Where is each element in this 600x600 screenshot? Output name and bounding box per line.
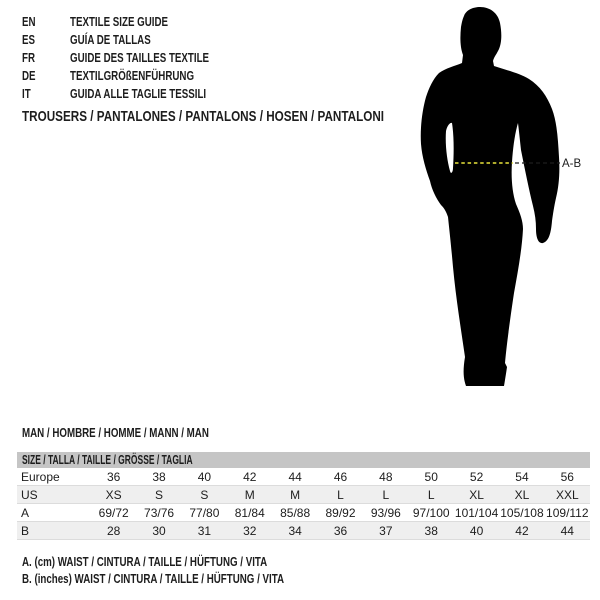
language-label: TEXTILGRÖßENFÜHRUNG [70,68,195,83]
size-cell: 89/92 [325,505,356,520]
row-label: A [21,505,30,520]
size-cell: 46 [333,469,348,484]
language-code: EN [22,14,36,29]
size-cell: 28 [107,523,121,538]
size-cell: 105/108 [500,505,544,520]
language-label: TEXTILE SIZE GUIDE [70,14,169,29]
size-cell: 50 [424,469,438,484]
size-cell: S [200,487,209,502]
table-row-a-cm [17,504,590,522]
measure-label: A-B [562,158,582,170]
size-cell: 69/72 [98,505,129,520]
size-cell: 97/100 [412,505,450,520]
size-cell: M [244,487,255,502]
size-cell: M [290,487,301,502]
figure-wrap [400,0,600,400]
size-table-header: SIZE / TALLA / TAILLE / GRÖSSE / TAGLIA [17,452,590,468]
size-cell: 81/84 [234,505,265,520]
language-row [22,15,201,28]
size-cell: 42 [243,469,257,484]
section-title-man: MAN / HOMBRE / HOMME / MANN / MAN [22,425,209,440]
size-cell: 109/112 [546,505,589,520]
footnote-b-inches: B. (inches) WAIST / CINTURA / TAILLE / HÜFTUNG / VITA [22,571,284,586]
size-cell: 54 [515,469,529,484]
size-cell: 37 [379,523,393,538]
size-cell: XL [514,487,530,502]
size-cell: XS [105,487,122,502]
size-table [17,452,590,540]
table-row-us [17,486,590,504]
man-silhouette [400,0,600,400]
row-label: B [21,523,30,538]
language-label: GUÍA DE TALLAS [70,32,151,47]
size-cell: 56 [560,469,574,484]
size-cell: 93/96 [370,505,401,520]
product-title: TROUSERS / PANTALONES / PANTALONS / HOSEN / PANTALONI [22,108,385,125]
size-cell: 38 [152,469,166,484]
size-cell: S [155,487,164,502]
size-cell: 40 [197,469,212,484]
size-cell: 77/80 [189,505,220,520]
language-row [22,33,178,46]
size-cell: 42 [515,523,529,538]
footnote-a-cm: A. (cm) WAIST / CINTURA / TAILLE / HÜFTUNG / VITA [22,554,268,569]
size-cell: 48 [379,469,393,484]
language-code: FR [22,50,36,65]
size-cell: 40 [469,523,484,538]
language-code: IT [22,86,31,101]
size-cell: 34 [288,523,302,538]
size-cell: 85/88 [280,505,311,520]
size-cell: XL [469,487,484,502]
size-cell: L [382,487,390,502]
size-cell: L [337,487,344,502]
language-code: DE [22,68,36,83]
size-cell: 52 [469,469,484,484]
size-cell: 101/104 [454,505,499,520]
language-row [22,69,235,82]
size-cell: L [427,487,435,502]
size-cell: 36 [107,469,121,484]
language-label: GUIDA ALLE TAGLIE TESSILI [70,86,207,101]
table-row-b-inches [17,522,590,540]
size-cell: XXL [555,487,579,502]
size-cell: 73/76 [144,505,175,520]
size-cell: 38 [424,523,438,538]
size-cell: 44 [288,469,302,484]
size-cell: 44 [560,523,574,538]
size-cell: 36 [333,523,348,538]
row-label: Europe [21,469,60,484]
size-cell: 30 [152,523,166,538]
man-silhouette-path [421,7,560,386]
language-row [22,51,255,64]
language-row [22,87,252,100]
language-code: ES [22,32,36,47]
row-label: US [21,487,38,502]
language-label: GUIDE DES TAILLES TEXTILE [70,50,210,65]
size-cell: 31 [197,523,212,538]
table-row-europe [17,468,590,486]
size-cell: 32 [243,523,257,538]
